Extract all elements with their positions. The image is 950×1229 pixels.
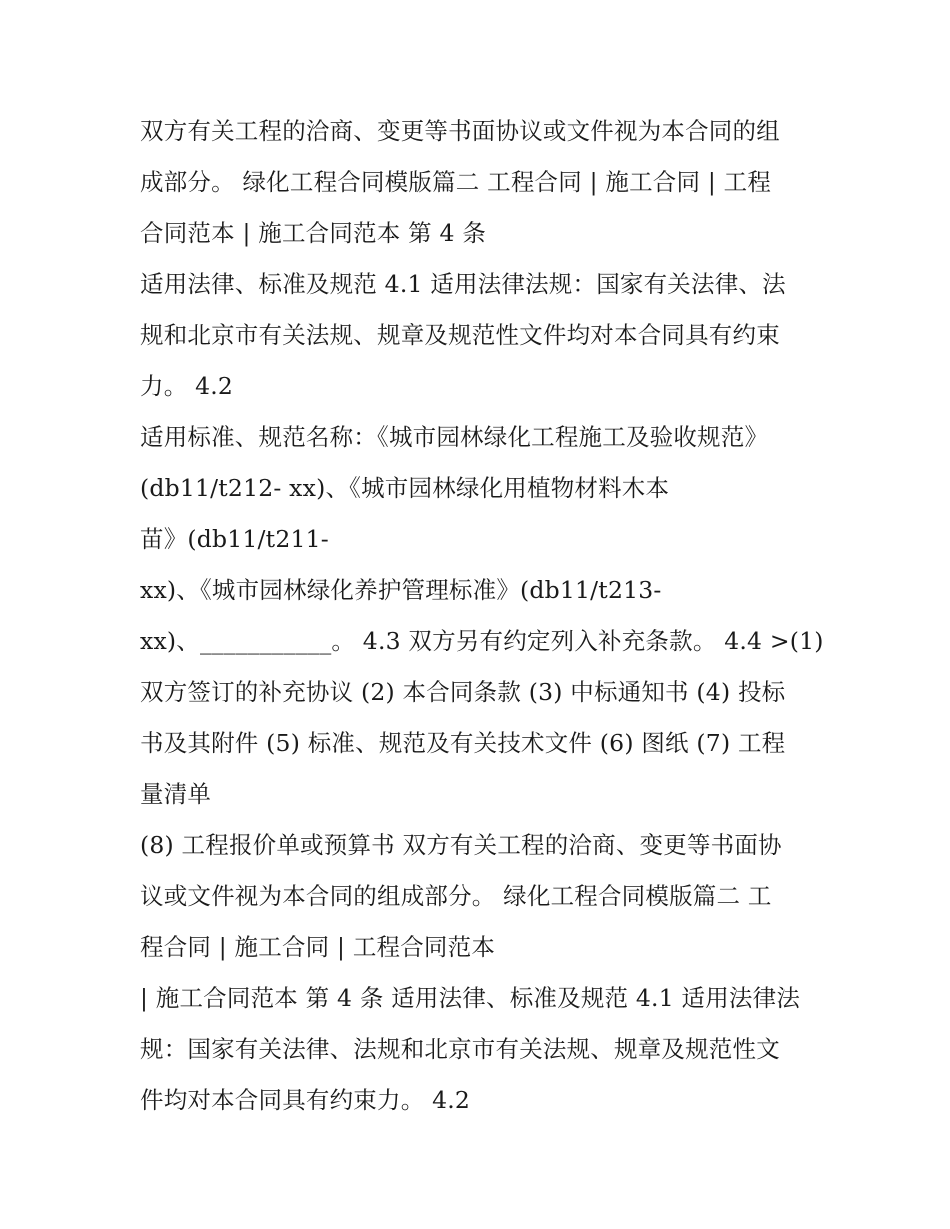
- text-line: (8) 工程报价单或预算书 双方有关工程的洽商、变更等书面协: [140, 831, 782, 859]
- text-line: 规：国家有关法律、法规和北京市有关法规、规章及规范性文: [140, 1035, 780, 1063]
- text-line: 规和北京市有关法规、规章及规范性文件均对本合同具有约束: [140, 321, 780, 349]
- text-line: 双方有关工程的洽商、变更等书面协议或文件视为本合同的组: [140, 117, 780, 145]
- text-line: 适用标准、规范名称：《城市园林绿化工程施工及验收规范》: [140, 423, 769, 451]
- text-line: 双方签订的补充协议 (2) 本合同条款 (3) 中标通知书 (4) 投标: [140, 678, 786, 706]
- text-line: 程合同 | 施工合同 | 工程合同范本: [140, 933, 496, 961]
- text-line: (db11/t212- xx)、《城市园林绿化用植物材料木本: [140, 474, 670, 502]
- text-line: xx)、___________。 4.3 双方另有约定列入补充条款。 4.4 >(1): [140, 627, 824, 655]
- text-line: 成部分。 绿化工程合同模版篇二 工程合同 | 施工合同 | 工程: [140, 168, 772, 196]
- text-line: | 施工合同范本 第 4 条 适用法律、标准及规范 4.1 适用法律法: [140, 984, 801, 1012]
- text-line: 件均对本合同具有约束力。 4.2: [140, 1086, 471, 1114]
- text-line: 适用法律、标准及规范 4.1 适用法律法规：国家有关法律、法: [140, 270, 786, 298]
- text-line: xx)、《城市园林绿化养护管理标准》(db11/t213-: [140, 576, 662, 604]
- text-line: 力。 4.2: [140, 372, 234, 400]
- text-line: 议或文件视为本合同的组成部分。 绿化工程合同模版篇二 工: [140, 882, 772, 910]
- text-line: 书及其附件 (5) 标准、规范及有关技术文件 (6) 图纸 (7) 工程: [140, 729, 786, 757]
- contract-text: [140, 106, 830, 1126]
- text-line: 合同范本 | 施工合同范本 第 4 条: [140, 219, 487, 247]
- text-line: 苗》(db11/t211-: [140, 525, 329, 553]
- text-line: 量清单: [140, 780, 212, 808]
